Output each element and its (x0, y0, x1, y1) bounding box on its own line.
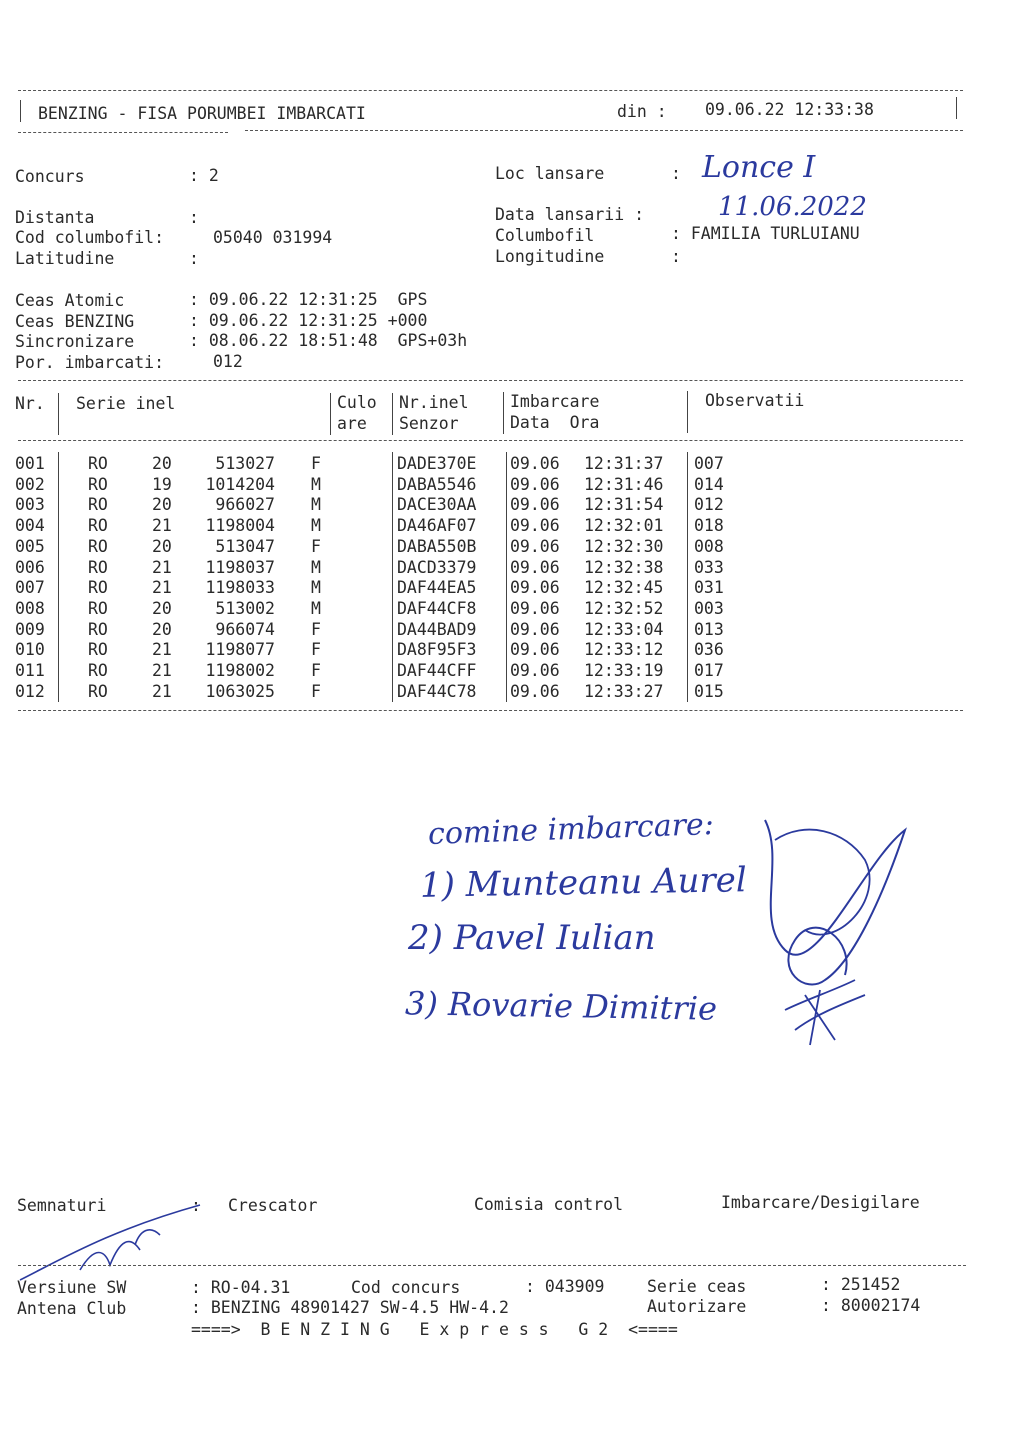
cell-tara: RO (88, 640, 108, 660)
imbarcare-desigilare-label: Imbarcare/Desigilare (721, 1193, 920, 1212)
cell-sex: M (311, 598, 321, 618)
cell-senzor: DACD3379 (397, 557, 477, 577)
cell-sex: F (311, 681, 321, 701)
cell-inel: 1063025 (205, 681, 275, 701)
comisia-control-label: Comisia control (474, 1195, 624, 1214)
cell-obs: 003 (694, 598, 724, 618)
signature-scribble (745, 800, 925, 1060)
crescator-label: Crescator (228, 1196, 318, 1215)
col-header-nrinel-2: Senzor (399, 414, 459, 433)
cell-nr: 010 (15, 640, 45, 660)
cell-an: 21 (152, 557, 172, 577)
cell-ora: 12:33:12 (584, 640, 664, 660)
cell-nr: 005 (15, 536, 45, 556)
cell-inel: 1198004 (205, 516, 275, 536)
cell-sex: M (311, 495, 321, 515)
cell-obs: 018 (694, 516, 724, 536)
cell-an: 21 (152, 661, 172, 680)
cell-senzor: DAF44CFF (397, 661, 477, 680)
cell-tara: RO (88, 474, 108, 494)
cell-data: 09.06 (510, 598, 560, 618)
distanta-label: Distanta (15, 208, 95, 227)
cell-obs: 017 (694, 661, 724, 680)
cell-ora: 12:33:19 (584, 661, 664, 680)
col-header-nrinel-1: Nr.inel (399, 393, 469, 412)
columbofil-label: Columbofil (495, 226, 595, 245)
table-bottom-rule (18, 710, 963, 711)
serie-ceas-label: Serie ceas (647, 1277, 747, 1296)
data-lansarii-value: 11.06.2022 (718, 192, 867, 222)
cell-data: 09.06 (510, 619, 560, 639)
cell-an: 21 (152, 640, 172, 660)
cell-an: 20 (152, 619, 172, 639)
cell-tara: RO (88, 661, 108, 680)
concurs-label: Concurs (15, 167, 85, 186)
cell-inel: 966027 (215, 495, 275, 515)
header-vline-3 (392, 393, 393, 435)
cell-inel: 1198037 (205, 557, 275, 577)
latitudine-label: Latitudine (15, 249, 115, 268)
cell-nr: 003 (15, 495, 45, 515)
document-title: BENZING - FISA PORUMBEI IMBARCATI (38, 104, 366, 123)
cell-ora: 12:32:01 (584, 516, 664, 536)
cell-sex: M (311, 557, 321, 577)
col-header-culoare-1: Culo (337, 393, 377, 412)
cell-ora: 12:31:46 (584, 474, 664, 494)
header-vline-1 (58, 393, 59, 435)
cell-tara: RO (88, 516, 108, 536)
header-right-bar (956, 97, 957, 119)
cell-nr: 006 (15, 557, 45, 577)
cell-an: 21 (152, 578, 172, 598)
ceas-benzing-label: Ceas BENZING (15, 312, 135, 331)
benzing-express-banner: ====> B E N Z I N G E x p r e s s G 2 <==== (191, 1320, 678, 1339)
cell-sex: F (311, 619, 321, 639)
sincronizare-label: Sincronizare (15, 332, 135, 351)
cell-an: 21 (152, 681, 172, 701)
ceas-atomic-value: : 09.06.22 12:31:25 GPS (189, 290, 428, 309)
cell-data: 09.06 (510, 661, 560, 680)
cell-data: 09.06 (510, 516, 560, 536)
por-imbarcati-value: 012 (213, 352, 243, 371)
cell-ora: 12:31:54 (584, 495, 664, 515)
cell-tara: RO (88, 619, 108, 639)
cell-senzor: DABA5546 (397, 474, 477, 494)
cod-concurs-label: Cod concurs (351, 1278, 461, 1297)
footer-top-rule (18, 1265, 966, 1266)
cell-senzor: DADE370E (397, 454, 477, 473)
cell-inel: 513002 (215, 598, 275, 618)
cell-data: 09.06 (510, 681, 560, 701)
header-bottom-rule-right (245, 130, 963, 131)
cell-an: 21 (152, 516, 172, 536)
cell-nr: 001 (15, 454, 45, 473)
cell-sex: F (311, 454, 321, 473)
por-imbarcati-label: Por. imbarcati: (15, 353, 165, 372)
cell-nr: 002 (15, 474, 45, 494)
cell-sex: M (311, 474, 321, 494)
col-header-observatii: Observatii (705, 391, 805, 410)
cell-tara: RO (88, 557, 108, 577)
cell-inel: 513027 (215, 454, 275, 473)
cell-sex: M (311, 516, 321, 536)
body-vline-3 (506, 452, 507, 702)
cell-ora: 12:33:27 (584, 681, 664, 701)
col-header-culoare-2: are (337, 414, 367, 433)
cell-tara: RO (88, 536, 108, 556)
cell-nr: 009 (15, 619, 45, 639)
cell-obs: 015 (694, 681, 724, 701)
cell-ora: 12:32:52 (584, 598, 664, 618)
cell-senzor: DA44BAD9 (397, 619, 477, 639)
cell-obs: 012 (694, 495, 724, 515)
cell-an: 20 (152, 454, 172, 473)
cell-an: 20 (152, 598, 172, 618)
header-bottom-rule (18, 132, 228, 133)
col-header-nr: Nr. (15, 394, 45, 413)
cell-senzor: DAF44C78 (397, 681, 477, 701)
autorizare-label: Autorizare (647, 1297, 747, 1316)
cell-inel: 513047 (215, 536, 275, 556)
antena-club-value: : BENZING 48901427 SW-4.5 HW-4.2 (191, 1298, 509, 1317)
header-vline-4 (503, 392, 504, 434)
cell-obs: 013 (694, 619, 724, 639)
header-top-rule (18, 90, 963, 91)
latitudine-value: : (189, 249, 199, 268)
cell-obs: 007 (694, 454, 724, 473)
cell-inel: 1198033 (205, 578, 275, 598)
serie-ceas-value: : 251452 (821, 1275, 901, 1294)
cell-sex: M (311, 578, 321, 598)
din-label: din : (617, 102, 667, 121)
col-header-serie: Serie inel (76, 394, 176, 413)
body-vline-4 (687, 452, 688, 702)
cod-columbofil-label: Cod columbofil: (15, 228, 165, 247)
cell-obs: 031 (694, 578, 724, 598)
cell-data: 09.06 (510, 536, 560, 556)
handwritten-note-line-3: 3) Rovarie Dimitrie (404, 984, 718, 1028)
cell-obs: 014 (694, 474, 724, 494)
table-top-rule (18, 380, 963, 381)
versiune-sw-label: Versiune SW (17, 1278, 127, 1297)
loc-lansare-label: Loc lansare (495, 164, 605, 183)
body-vline-2 (392, 452, 393, 702)
handwritten-note-line-1: 1) Munteanu Aurel (419, 860, 747, 906)
body-vline-1 (58, 452, 59, 702)
semnaturi-label: Semnaturi (17, 1196, 107, 1215)
cell-tara: RO (88, 578, 108, 598)
ceas-benzing-value: : 09.06.22 12:31:25 +000 (189, 311, 428, 330)
cell-data: 09.06 (510, 640, 560, 660)
cell-nr: 012 (15, 681, 45, 701)
col-header-imbarcare-2: Data Ora (510, 413, 600, 432)
cell-senzor: DACE30AA (397, 495, 477, 515)
loc-lansare-value: Lonce I (702, 150, 816, 185)
cell-senzor: DAF44CF8 (397, 598, 477, 618)
ceas-atomic-label: Ceas Atomic (15, 291, 125, 310)
cell-senzor: DA8F95F3 (397, 640, 477, 660)
cell-data: 09.06 (510, 474, 560, 494)
cell-tara: RO (88, 454, 108, 473)
longitudine-value: : (671, 247, 681, 266)
cell-data: 09.06 (510, 557, 560, 577)
cell-obs: 036 (694, 640, 724, 660)
cod-columbofil-value: 05040 031994 (213, 228, 333, 247)
concurs-value: : 2 (189, 166, 219, 185)
cell-sex: F (311, 640, 321, 660)
cell-senzor: DA46AF07 (397, 516, 477, 536)
cell-tara: RO (88, 495, 108, 515)
din-value: 09.06.22 12:33:38 (705, 100, 874, 119)
cell-inel: 1198077 (205, 640, 275, 660)
cell-ora: 12:31:37 (584, 454, 664, 473)
handwritten-note-title: comine imbarcare: (427, 807, 715, 852)
table-header-rule (18, 440, 963, 441)
cell-sex: F (311, 661, 321, 680)
semnaturi-colon: : (191, 1196, 201, 1215)
columbofil-value: : FAMILIA TURLUIANU (671, 224, 860, 243)
cell-tara: RO (88, 598, 108, 618)
cell-data: 09.06 (510, 578, 560, 598)
cell-obs: 008 (694, 536, 724, 556)
cell-an: 19 (152, 474, 172, 494)
cell-nr: 008 (15, 598, 45, 618)
cod-concurs-value: : 043909 (525, 1277, 605, 1296)
data-lansarii-label: Data lansarii : (495, 205, 645, 224)
cell-ora: 12:32:45 (584, 578, 664, 598)
cell-ora: 12:33:04 (584, 619, 664, 639)
versiune-sw-value: : RO-04.31 (191, 1278, 291, 1297)
cell-an: 20 (152, 495, 172, 515)
cell-senzor: DABA550B (397, 536, 477, 556)
cell-sex: F (311, 536, 321, 556)
cell-data: 09.06 (510, 454, 560, 473)
handwritten-note-line-2: 2) Pavel Iulian (408, 918, 656, 958)
header-left-bar (20, 100, 21, 122)
cell-inel: 1198002 (205, 661, 275, 680)
sincronizare-value: : 08.06.22 18:51:48 GPS+03h (189, 331, 468, 350)
col-header-imbarcare-1: Imbarcare (510, 392, 600, 411)
cell-inel: 966074 (215, 619, 275, 639)
longitudine-label: Longitudine (495, 247, 605, 266)
antena-club-label: Antena Club (17, 1299, 127, 1318)
cell-data: 09.06 (510, 495, 560, 515)
cell-nr: 004 (15, 516, 45, 536)
cell-ora: 12:32:38 (584, 557, 664, 577)
cell-an: 20 (152, 536, 172, 556)
cell-senzor: DAF44EA5 (397, 578, 477, 598)
autorizare-value: : 80002174 (821, 1296, 921, 1315)
header-vline-2 (330, 393, 331, 435)
header-vline-5 (687, 391, 688, 433)
cell-nr: 007 (15, 578, 45, 598)
distanta-value: : (189, 208, 199, 227)
loc-lansare-colon: : (671, 164, 681, 183)
crescator-signature (10, 1190, 210, 1290)
cell-nr: 011 (15, 661, 45, 680)
cell-inel: 1014204 (205, 474, 275, 494)
cell-obs: 033 (694, 557, 724, 577)
cell-tara: RO (88, 681, 108, 701)
cell-ora: 12:32:30 (584, 536, 664, 556)
